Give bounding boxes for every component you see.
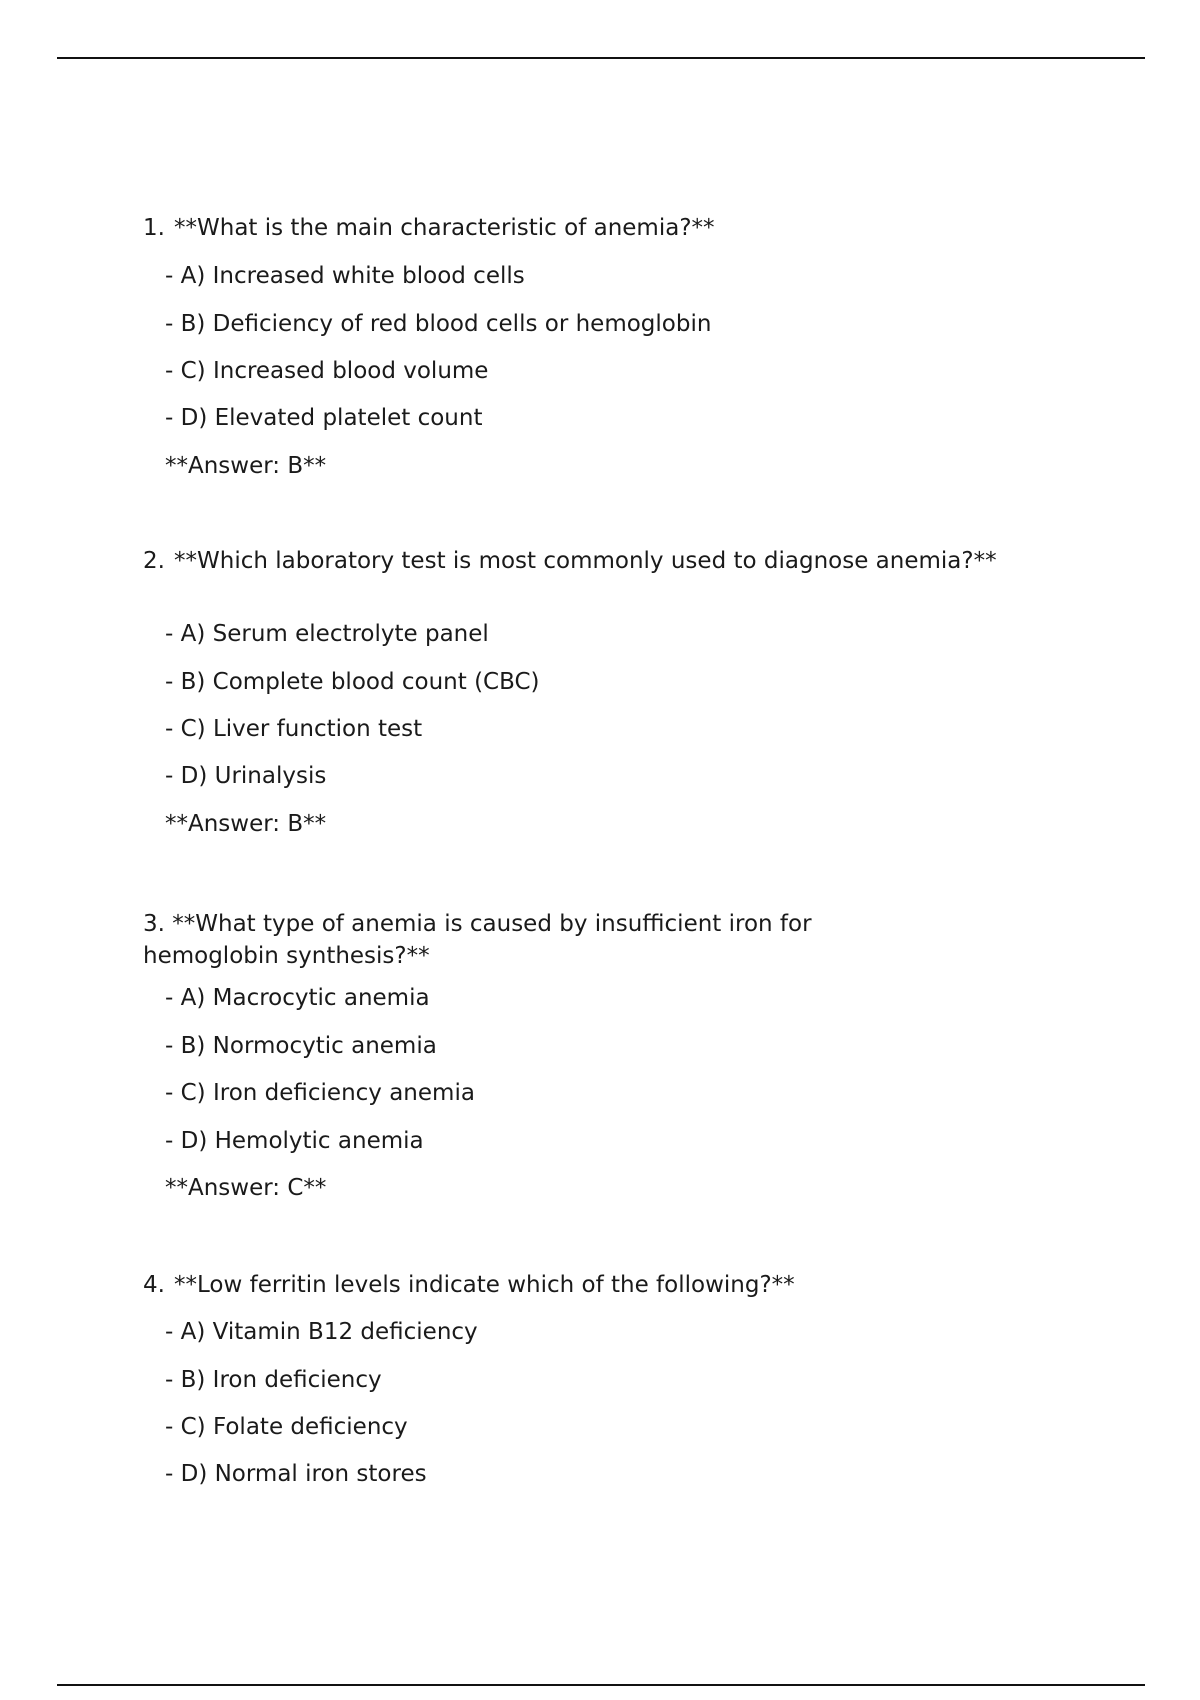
question-prompt	[143, 1272, 1043, 1299]
option-b: - B) Complete blood count (CBC)	[165, 669, 540, 695]
option-d: - D) Hemolytic anemia	[165, 1128, 424, 1154]
option-a: - A) Serum electrolyte panel	[165, 621, 489, 647]
option-c: - C) Folate deficiency	[165, 1414, 408, 1440]
option-c: - C) Liver function test	[165, 716, 423, 742]
answer-line: **Answer: B**	[165, 453, 327, 479]
question-4	[143, 1272, 1043, 1487]
question-text: **Low ferritin levels indicate which of the following?**	[174, 1272, 795, 1298]
option-c: - C) Iron deficiency anemia	[165, 1080, 475, 1106]
question-number: 2.	[143, 548, 165, 574]
question-number: 4.	[143, 1272, 165, 1298]
option-a: - A) Increased white blood cells	[165, 263, 525, 289]
question-prompt	[143, 908, 943, 972]
question-3	[143, 908, 1043, 1201]
question-text: **What is the main characteristic of anemia?**	[174, 215, 715, 241]
question-text: **What type of anemia is caused by insufficient iron for hemoglobin synthesis?**	[143, 911, 812, 969]
question-2	[143, 548, 1043, 837]
question-prompt	[143, 548, 1013, 575]
bottom-rule	[57, 1684, 1145, 1686]
top-rule	[57, 57, 1145, 59]
question-number: 3.	[143, 911, 165, 937]
option-d: - D) Normal iron stores	[165, 1461, 427, 1487]
option-a: - A) Vitamin B12 deficiency	[165, 1319, 478, 1345]
option-a: - A) Macrocytic anemia	[165, 985, 430, 1011]
option-c: - C) Increased blood volume	[165, 358, 489, 384]
option-d: - D) Urinalysis	[165, 763, 327, 789]
option-b: - B) Deficiency of red blood cells or hemoglobin	[165, 311, 712, 337]
option-b: - B) Normocytic anemia	[165, 1033, 437, 1059]
question-text: **Which laboratory test is most commonly used to diagnose anemia?**	[174, 548, 997, 574]
answer-line: **Answer: B**	[165, 811, 327, 837]
question-prompt	[143, 215, 1043, 242]
option-d: - D) Elevated platelet count	[165, 405, 483, 431]
option-b: - B) Iron deficiency	[165, 1367, 382, 1393]
question-1	[143, 215, 1043, 479]
question-number: 1.	[143, 215, 165, 241]
answer-line: **Answer: C**	[165, 1175, 327, 1201]
